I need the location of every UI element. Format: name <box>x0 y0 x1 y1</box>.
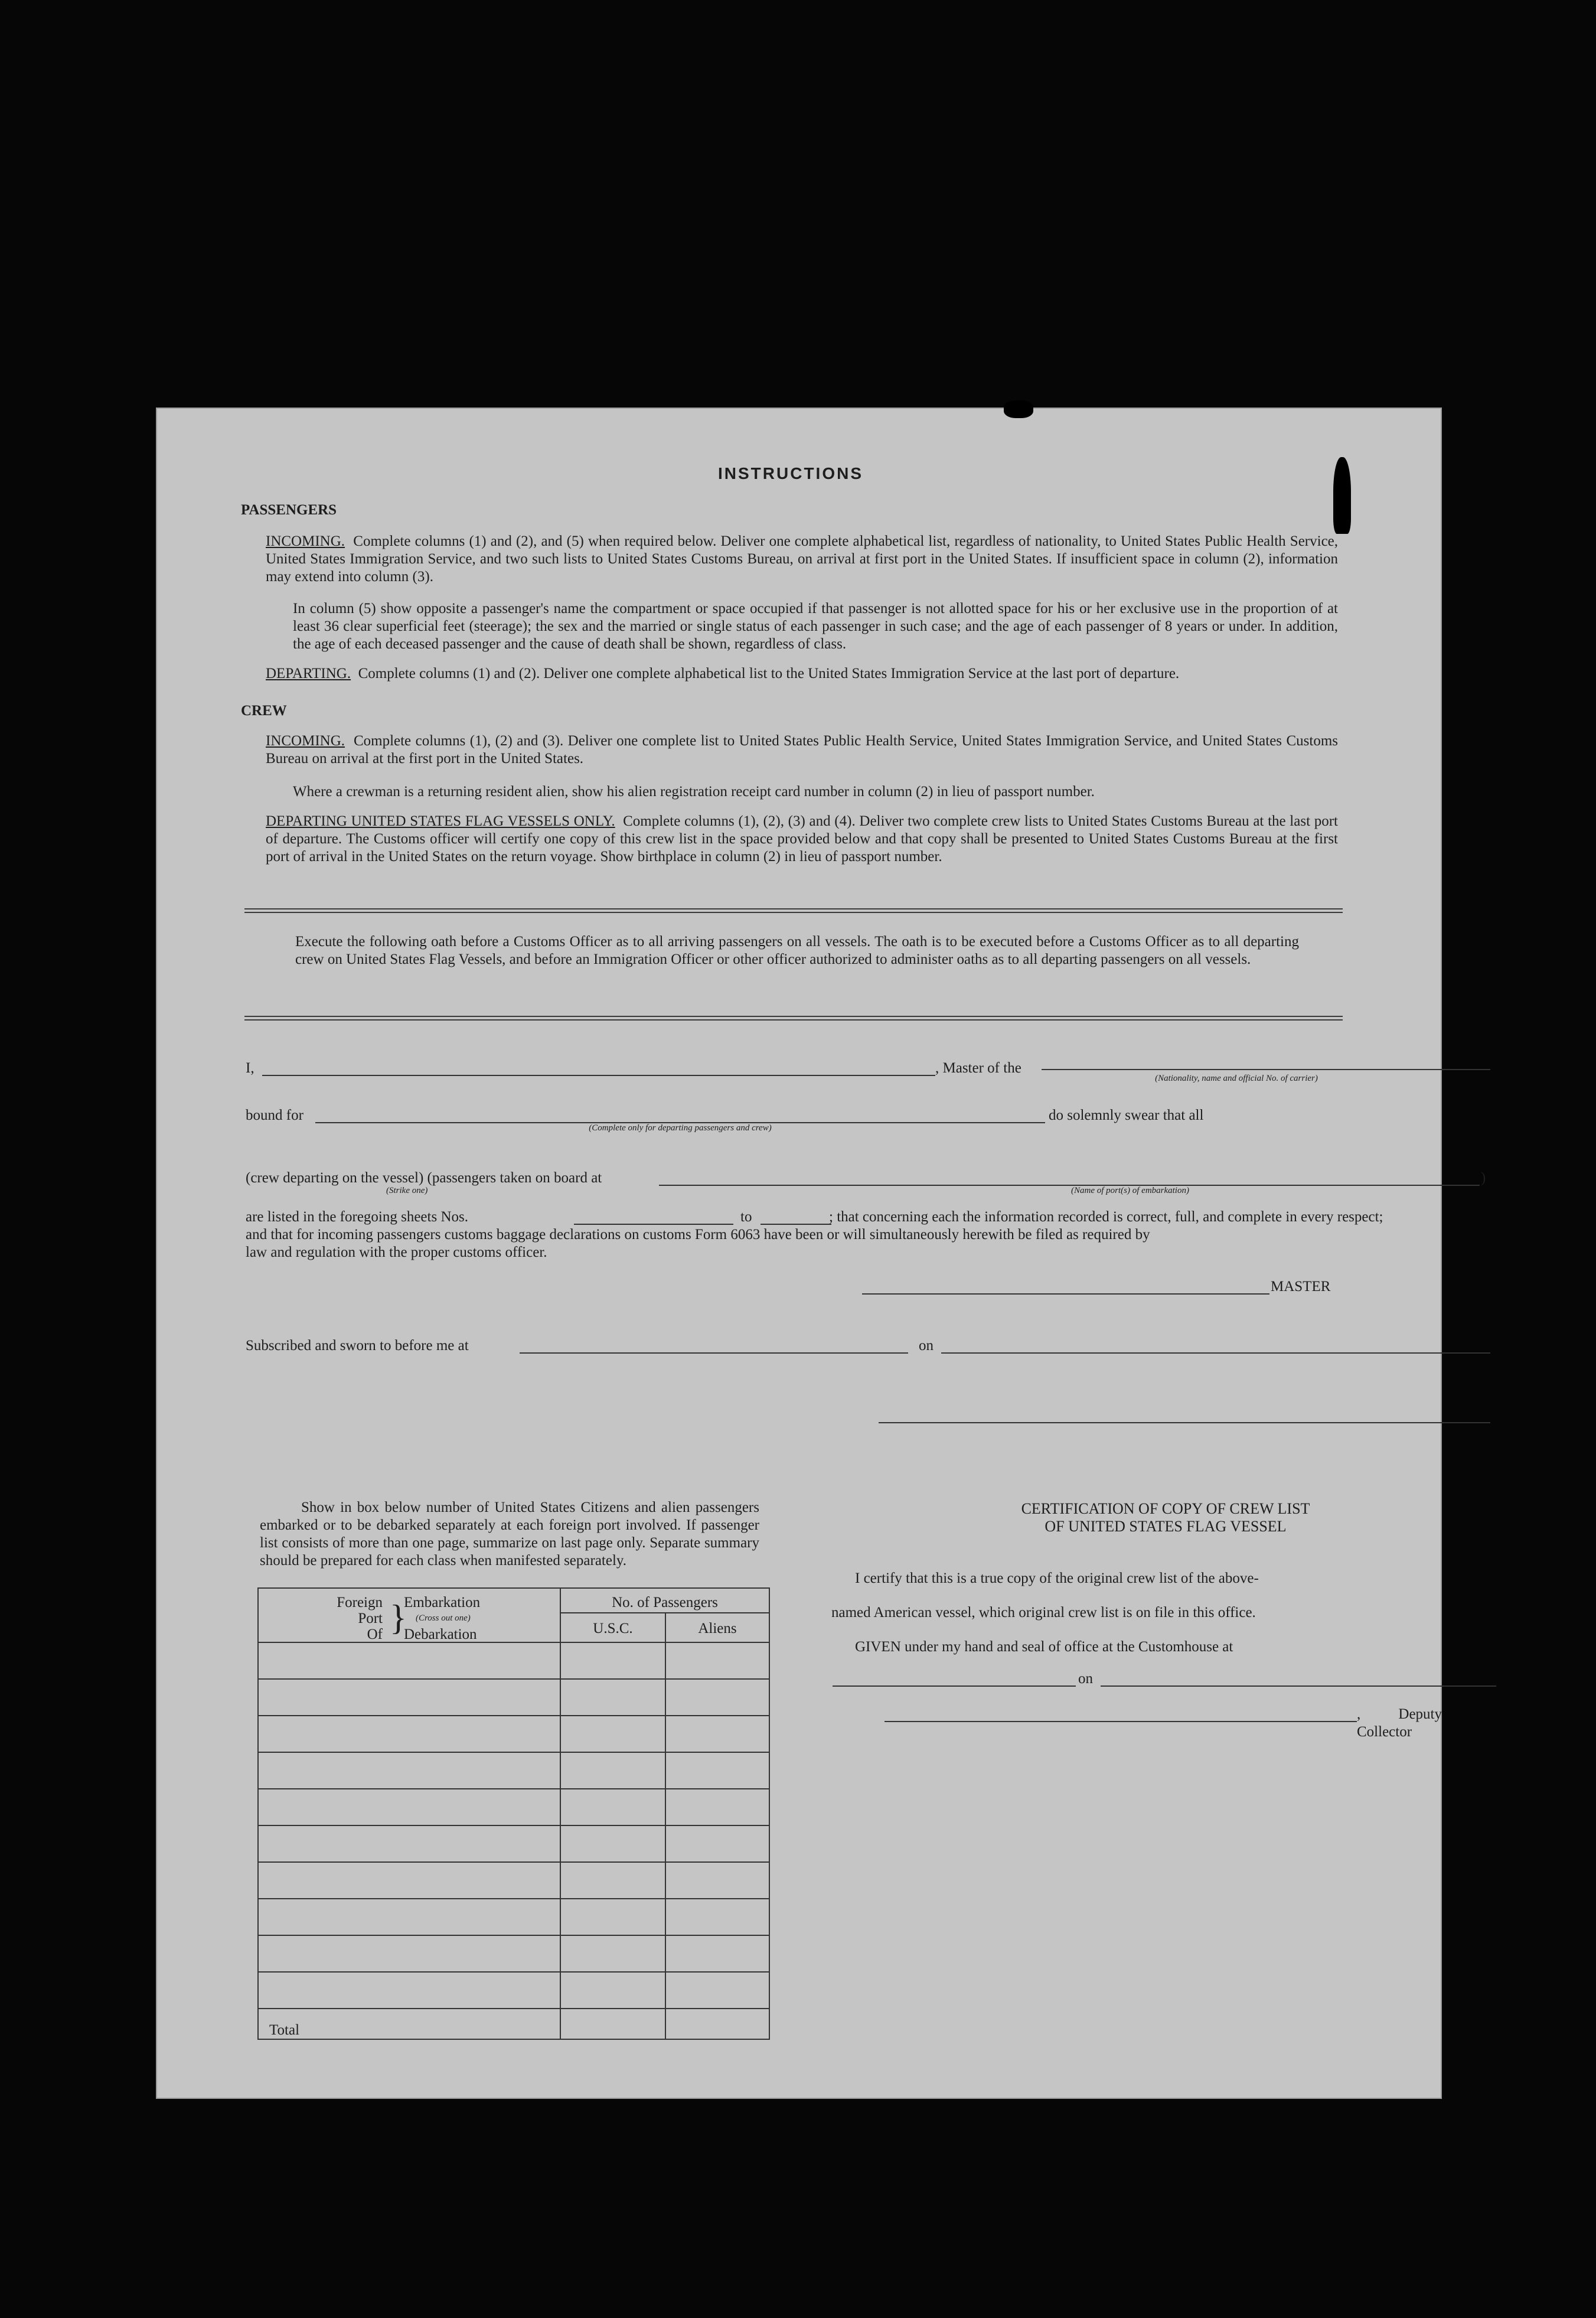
usc-header: U.S.C. <box>561 1613 666 1642</box>
port-label: Port <box>358 1610 383 1626</box>
no-passengers-header: No. of Passengers <box>561 1589 769 1613</box>
sheet-to-field[interactable] <box>761 1224 831 1225</box>
carrier-note: (Nationality, name and official No. of carrier) <box>1155 1074 1318 1083</box>
sworn-date-field[interactable] <box>941 1352 1490 1354</box>
oath-intro: Execute the following oath before a Customs Officer as to all arriving passengers on all vessels. The oath is to be executed before a Customs Officer as to all departing crew on United States Flag Vessels, and before an Immigration Officer or other officer authorized to administer oaths as to all departing passengers on all vessels. <box>295 934 1299 967</box>
listed-prefix: are listed in the foregoing sheets Nos. <box>246 1209 468 1225</box>
brace-glyph: } <box>390 1598 407 1637</box>
table-row[interactable] <box>258 1899 769 1935</box>
embarkation-label: Embarkation <box>404 1595 481 1610</box>
summary-instructions: Show in box below number of United States Citizens and alien passengers embarked or to be debarked separately at each foreign port involved. If passenger list consists of more than one page, summarize on last page only. Separate summary should be prepared for each class when manifested separately. <box>260 1499 759 1569</box>
passengers-incoming-paragraph <box>266 533 1338 586</box>
swear-text: do solemnly swear that all <box>1049 1107 1204 1123</box>
crew-departing-text: Complete columns (1), (2), (3) and (4). Deliver two complete crew lists to United States Customs Bureau at the last port of departure. The Customs officer will certify one copy of this crew list in the space provided below and that copy shall be presented to United States Customs Bureau at the first port of arrival in the United States on the return voyage. Show birthplace in column (2) in lieu of passport number. <box>266 813 1339 865</box>
passengers-incoming-label: INCOMING. <box>266 533 345 549</box>
sworn-on-label: on <box>919 1338 934 1354</box>
crew-departing-clause: (crew departing on the vessel) (passengers taken on board at <box>246 1170 602 1186</box>
table-row[interactable] <box>258 1679 769 1716</box>
total-label: Total <box>258 2009 560 2039</box>
table-row[interactable] <box>258 1716 769 1752</box>
crew-incoming-paragraph <box>266 732 1338 768</box>
passengers-departing-paragraph <box>266 665 1338 683</box>
embark-note: (Name of port(s) of embarkation) <box>1071 1186 1189 1195</box>
customhouse-field[interactable] <box>833 1685 1076 1687</box>
table-row[interactable] <box>258 1862 769 1899</box>
table-row[interactable] <box>258 1972 769 2009</box>
section-divider <box>244 908 1343 913</box>
sheet-to-label: to <box>740 1209 752 1225</box>
passengers-heading: PASSENGERS <box>241 502 337 518</box>
crew-departing-label: DEPARTING UNITED STATES FLAG VESSELS ONLY. <box>266 813 615 829</box>
crew-incoming-label: INCOMING. <box>266 733 345 749</box>
crew-heading: CREW <box>241 703 287 719</box>
passengers-departing-label: DEPARTING. <box>266 666 351 682</box>
foreign-label: Foreign <box>337 1595 383 1610</box>
debarkation-label: Debarkation <box>404 1626 477 1642</box>
page-title: INSTRUCTIONS <box>718 464 863 482</box>
certification-title-line1: CERTIFICATION OF COPY OF CREW LIST <box>1021 1500 1310 1517</box>
certification-title <box>906 1500 1425 1535</box>
certification-title-line2: OF UNITED STATES FLAG VESSEL <box>1045 1518 1287 1535</box>
sworn-location-field[interactable] <box>520 1352 908 1354</box>
master-label: MASTER <box>1271 1279 1331 1295</box>
oath-line-3: law and regulation with the proper customs officer. <box>246 1244 547 1260</box>
officer-signature-field[interactable] <box>879 1422 1490 1423</box>
table-row[interactable] <box>258 1642 769 1679</box>
section-divider <box>244 1016 1343 1021</box>
strike-note: (Strike one) <box>386 1186 428 1195</box>
total-row[interactable] <box>258 2009 769 2039</box>
aliens-header: Aliens <box>698 1621 737 1636</box>
passengers-incoming-text: Complete columns (1) and (2), and (5) when required below. Deliver one complete alphabetical list, regardless of nationality, to United States Public Health Service, United States Immigration Service, and two such lists to United States Customs Bureau, on arrival at first port in the United States. If insufficient space in column (2), information may extend into column (3). <box>266 533 1339 585</box>
carrier-field[interactable] <box>1042 1069 1490 1070</box>
bound-for-label: bound for <box>246 1107 303 1123</box>
torn-edge <box>1004 400 1033 418</box>
table-row[interactable] <box>258 1752 769 1789</box>
crew-resident-paragraph: Where a crewman is a returning resident alien, show his alien registration receipt card number in column (2) in lieu of passport number. <box>293 784 1095 800</box>
certification-text-2: named American vessel, which original crew list is on file in this office. <box>831 1605 1256 1621</box>
oath-line-2: and that for incoming passengers customs baggage declarations on customs Form 6063 have been or will simultaneously herewith be filed as required by <box>246 1227 1150 1243</box>
document-page <box>156 407 1486 2099</box>
table-row[interactable] <box>258 1935 769 1972</box>
deputy-collector-label: , Deputy Collector <box>1357 1706 1442 1740</box>
passenger-summary-box <box>257 1587 770 2040</box>
cross-out-note: (Cross out one) <box>416 1613 471 1623</box>
master-name-field[interactable] <box>262 1075 935 1076</box>
certification-given: GIVEN under my hand and seal of office at the Customhouse at <box>855 1639 1233 1655</box>
certification-on-label: on <box>1078 1671 1093 1687</box>
ink-blot <box>1333 457 1351 534</box>
subscribed-label: Subscribed and sworn to before me at <box>246 1338 469 1354</box>
crew-departing-paragraph <box>266 813 1338 866</box>
table-row[interactable] <box>258 1825 769 1862</box>
passengers-column5-paragraph: In column (5) show opposite a passenger's name the compartment or space occupied if that passenger is not allotted space for his or her exclusive use in the proportion of at least 36 clear superficial feet (steerage); the sex and the married or single status of each passenger in such case; and the age of each passenger of 8 years or under. In addition, the age of each deceased passenger and the cause of death shall be shown, regardless of class. <box>293 601 1338 652</box>
certification-text-1: I certify that this is a true copy of the original crew list of the above- <box>855 1570 1259 1586</box>
master-signature-field[interactable] <box>862 1293 1269 1295</box>
passengers-departing-text: Complete columns (1) and (2). Deliver one complete alphabetical list to the United States Immigration Service at the last port of departure. <box>358 666 1180 682</box>
of-label: Of <box>367 1626 383 1642</box>
deputy-signature-field[interactable] <box>885 1721 1357 1722</box>
listed-suffix: ; that concerning each the information recorded is correct, full, and complete in every respect; <box>829 1209 1383 1225</box>
master-of-label: , Master of the <box>935 1060 1021 1076</box>
table-row[interactable] <box>258 1789 769 1825</box>
bound-note: (Complete only for departing passengers and crew) <box>589 1123 772 1133</box>
oath-i-label: I, <box>246 1060 254 1076</box>
crew-incoming-text: Complete columns (1), (2) and (3). Deliver one complete list to United States Public Health Service, United States Immigration Service, and United States Customs Bureau on arrival at the first port in the United States. <box>266 733 1338 767</box>
certification-date-field[interactable] <box>1101 1685 1496 1687</box>
close-paren: ) <box>1481 1170 1486 1186</box>
sheet-from-field[interactable] <box>574 1224 733 1225</box>
